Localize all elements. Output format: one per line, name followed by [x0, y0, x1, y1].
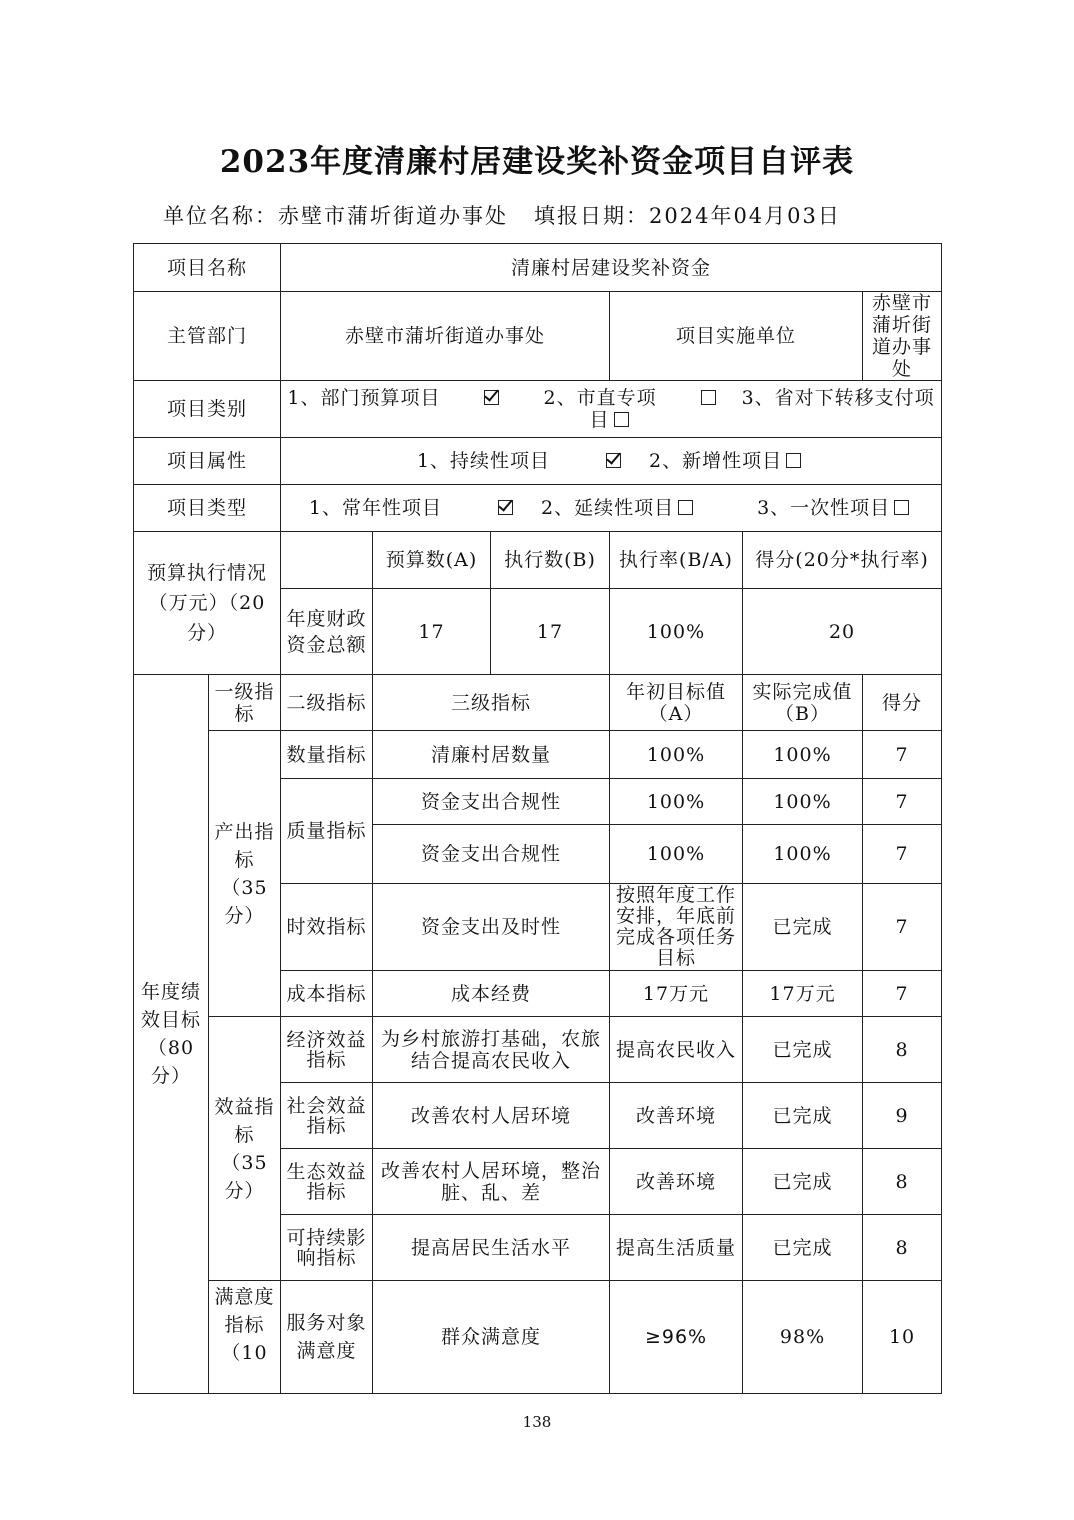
table-row [134, 731, 942, 779]
type-label: 项目类型 [134, 485, 281, 532]
actual-cell: 98% [743, 1281, 863, 1394]
fill-date: 填报日期：2024年04月03日 [534, 204, 841, 228]
attribute-opt1: 1、持续性项目 [416, 450, 551, 472]
budget-score: 20 [743, 589, 942, 675]
perf-h4: 年初目标值（A） [610, 675, 743, 731]
budget-label: 预算执行情况（万元）（20分） [134, 532, 281, 675]
satisfaction-label: 满意度指标（10 [209, 1281, 281, 1394]
checkbox-checked-icon[interactable] [498, 500, 513, 515]
budget-h-b: 执行数(B) [491, 532, 610, 589]
target-cell: 改善环境 [610, 1083, 743, 1149]
target-cell: 100% [610, 731, 743, 779]
checkbox-icon[interactable] [614, 412, 629, 427]
actual-cell: 已完成 [743, 1215, 863, 1281]
target-cell: 17万元 [610, 971, 743, 1017]
target-cell: 改善环境 [610, 1149, 743, 1215]
budget-h-score: 得分(20分*执行率) [743, 532, 942, 589]
perf-label: 年度绩效目标（80分） [134, 675, 209, 1394]
type-opt2: 2、延续性项目 [540, 497, 675, 519]
l3-cell: 改善农村人居环境，整治脏、乱、差 [373, 1149, 610, 1215]
checkbox-icon[interactable] [786, 453, 801, 468]
attribute-options [281, 438, 942, 485]
l3-cell: 为乡村旅游打基础，农旅结合提高农民收入 [373, 1017, 610, 1083]
output-label: 产出指标（35分） [209, 731, 281, 1017]
l2-cell: 服务对象满意度 [281, 1281, 373, 1394]
score-cell: 7 [863, 971, 942, 1017]
l2-cell: 数量指标 [281, 731, 373, 779]
row-type [134, 485, 942, 532]
unit-name: 单位名称：赤壁市蒲圻街道办事处 [163, 204, 508, 228]
l3-cell: 成本经费 [373, 971, 610, 1017]
project-name-value: 清廉村居建设奖补资金 [281, 244, 942, 292]
target-cell: 提高生活质量 [610, 1215, 743, 1281]
type-opt3: 3、一次性项目 [757, 497, 891, 519]
target-cell: 100% [610, 779, 743, 825]
actual-cell: 100% [743, 825, 863, 884]
perf-h6: 得分 [863, 675, 942, 731]
score-cell: 7 [863, 779, 942, 825]
category-opt2: 2、市直专项 [543, 387, 657, 409]
budget-b: 17 [491, 589, 610, 675]
score-cell: 8 [863, 1215, 942, 1281]
perf-h2: 二级指标 [281, 675, 373, 731]
l3-cell: 清廉村居数量 [373, 731, 610, 779]
l2-cell: 生态效益指标 [281, 1149, 373, 1215]
budget-rate: 100% [610, 589, 743, 675]
score-cell: 7 [863, 825, 942, 884]
target-cell: 按照年度工作安排，年底前完成各项任务目标 [610, 884, 743, 971]
budget-row-label: 年度财政资金总额 [281, 589, 373, 675]
l3-cell: 资金支出及时性 [373, 884, 610, 971]
l2-cell: 社会效益指标 [281, 1083, 373, 1149]
budget-blank [281, 532, 373, 589]
perf-h3: 三级指标 [373, 675, 610, 731]
actual-cell: 100% [743, 779, 863, 825]
impl-unit-value: 赤壁市蒲圻街道办事处 [863, 292, 942, 381]
target-cell: 提高农民收入 [610, 1017, 743, 1083]
score-cell: 8 [863, 1017, 942, 1083]
category-opt1: 1、部门预算项目 [287, 387, 441, 409]
attribute-opt2: 2、新增性项目 [649, 450, 783, 472]
l2-cell: 可持续影响指标 [281, 1215, 373, 1281]
l3-cell: 提高居民生活水平 [373, 1215, 610, 1281]
actual-cell: 已完成 [743, 1017, 863, 1083]
row-budget-header [134, 532, 942, 589]
l2-cell: 成本指标 [281, 971, 373, 1017]
l2-cell: 经济效益指标 [281, 1017, 373, 1083]
perf-h1: 一级指标 [209, 675, 281, 731]
category-opt3: 3、省对下转移支付项目 [589, 387, 935, 431]
row-perf-header [134, 675, 942, 731]
target-cell: ≥96% [610, 1281, 743, 1394]
score-cell: 7 [863, 731, 942, 779]
budget-a: 17 [373, 589, 491, 675]
category-options [281, 381, 942, 438]
score-cell: 10 [863, 1281, 942, 1394]
row-dept [134, 292, 942, 381]
checkbox-icon[interactable] [701, 390, 716, 405]
impl-unit-label: 项目实施单位 [610, 292, 863, 381]
l3-cell: 改善农村人居环境 [373, 1083, 610, 1149]
budget-h-rate: 执行率(B/A) [610, 532, 743, 589]
page-title: 2023年度清廉村居建设奖补资金项目自评表 [219, 144, 855, 180]
header-info [163, 200, 867, 230]
benefit-label: 效益指标（35分） [209, 1017, 281, 1281]
l3-cell: 资金支出合规性 [373, 825, 610, 884]
score-cell: 9 [863, 1083, 942, 1149]
score-cell: 8 [863, 1149, 942, 1215]
actual-cell: 17万元 [743, 971, 863, 1017]
actual-cell: 已完成 [743, 1083, 863, 1149]
dept-value: 赤壁市蒲圻街道办事处 [281, 292, 610, 381]
actual-cell: 已完成 [743, 884, 863, 971]
budget-h-a: 预算数(A) [373, 532, 491, 589]
category-label: 项目类别 [134, 381, 281, 438]
checkbox-icon[interactable] [678, 500, 693, 515]
row-category [134, 381, 942, 438]
row-attribute [134, 438, 942, 485]
actual-cell: 100% [743, 731, 863, 779]
attribute-label: 项目属性 [134, 438, 281, 485]
target-cell: 100% [610, 825, 743, 884]
dept-label: 主管部门 [134, 292, 281, 381]
type-opt1: 1、常年性项目 [308, 497, 442, 519]
l3-cell: 资金支出合规性 [373, 779, 610, 825]
row-project-name [134, 244, 942, 292]
checkbox-icon[interactable] [894, 500, 909, 515]
actual-cell: 已完成 [743, 1149, 863, 1215]
checkbox-checked-icon[interactable] [606, 453, 621, 468]
l2-cell: 时效指标 [281, 884, 373, 971]
page-number: 138 [522, 1413, 552, 1431]
checkbox-checked-icon[interactable] [484, 390, 499, 405]
evaluation-table [133, 243, 942, 1394]
l3-cell: 群众满意度 [373, 1281, 610, 1394]
perf-h5: 实际完成值（B） [743, 675, 863, 731]
score-cell: 7 [863, 884, 942, 971]
project-name-label: 项目名称 [134, 244, 281, 292]
l2-cell: 质量指标 [281, 779, 373, 884]
table-row [134, 1017, 942, 1083]
table-row [134, 1281, 942, 1394]
type-options [281, 485, 942, 532]
